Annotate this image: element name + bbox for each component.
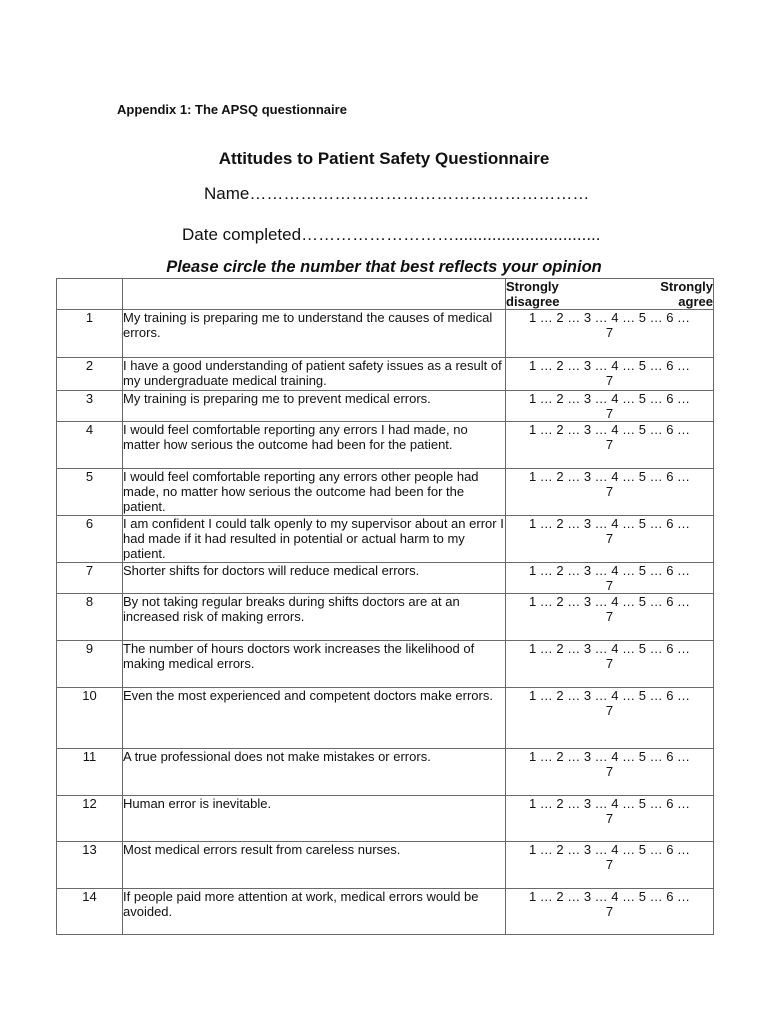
rating-scale-option-7[interactable]: 7	[605, 904, 614, 919]
question-statement: A true professional does not make mistakes or errors.	[123, 749, 506, 796]
rating-scale[interactable]	[506, 796, 714, 842]
rating-scale-option-7[interactable]: 7	[605, 484, 614, 499]
strongly-agree-label-1: Strongly	[660, 279, 713, 294]
rating-scale-option-7[interactable]: 7	[605, 437, 614, 452]
rating-scale-options[interactable]: 1 … 2 … 3 … 4 … 5 … 6 …	[528, 516, 691, 531]
question-statement: My training is preparing me to prevent medical errors.	[123, 391, 506, 422]
rating-scale-option-7[interactable]: 7	[605, 609, 614, 624]
header-number-cell	[57, 279, 123, 310]
question-number: 8	[57, 594, 123, 641]
question-number: 13	[57, 842, 123, 889]
rating-scale-option-7[interactable]: 7	[605, 764, 614, 779]
questions-body	[57, 310, 714, 935]
rating-scale-option-7[interactable]: 7	[605, 703, 614, 718]
rating-scale-options[interactable]: 1 … 2 … 3 … 4 … 5 … 6 …	[528, 889, 691, 904]
question-row	[57, 563, 714, 594]
question-statement: Shorter shifts for doctors will reduce medical errors.	[123, 563, 506, 594]
question-number: 3	[57, 391, 123, 422]
rating-scale[interactable]	[506, 516, 714, 563]
rating-scale-options[interactable]: 1 … 2 … 3 … 4 … 5 … 6 …	[528, 391, 691, 406]
question-row	[57, 796, 714, 842]
question-number: 4	[57, 422, 123, 469]
question-statement: I would feel comfortable reporting any errors other people had made, no matter how serious the outcome had been for the patient.	[123, 469, 506, 516]
rating-scale-options[interactable]: 1 … 2 … 3 … 4 … 5 … 6 …	[528, 842, 691, 857]
question-row	[57, 469, 714, 516]
strongly-disagree-label-2: disagree	[506, 294, 560, 309]
rating-scale-options[interactable]: 1 … 2 … 3 … 4 … 5 … 6 …	[528, 796, 691, 811]
question-row	[57, 688, 714, 749]
rating-scale[interactable]	[506, 563, 714, 594]
strongly-agree-label-2: agree	[678, 294, 713, 309]
rating-scale-options[interactable]: 1 … 2 … 3 … 4 … 5 … 6 …	[528, 594, 691, 609]
rating-scale-options[interactable]: 1 … 2 … 3 … 4 … 5 … 6 …	[528, 310, 691, 325]
question-row	[57, 516, 714, 563]
strongly-disagree-label-1: Strongly	[506, 279, 559, 294]
rating-scale-option-7[interactable]: 7	[605, 406, 614, 421]
question-number: 12	[57, 796, 123, 842]
question-number: 11	[57, 749, 123, 796]
instruction-text: Please circle the number that best reflects your opinion	[166, 258, 602, 276]
question-number: 9	[57, 641, 123, 688]
question-row	[57, 310, 714, 358]
rating-scale-options[interactable]: 1 … 2 … 3 … 4 … 5 … 6 …	[528, 422, 691, 437]
question-number: 14	[57, 889, 123, 935]
rating-scale-options[interactable]: 1 … 2 … 3 … 4 … 5 … 6 …	[528, 688, 691, 703]
rating-scale[interactable]	[506, 358, 714, 391]
rating-scale-options[interactable]: 1 … 2 … 3 … 4 … 5 … 6 …	[528, 641, 691, 656]
question-number: 2	[57, 358, 123, 391]
rating-scale-option-7[interactable]: 7	[605, 531, 614, 546]
rating-scale-option-7[interactable]: 7	[605, 578, 614, 593]
question-statement: If people paid more attention at work, medical errors would be avoided.	[123, 889, 506, 935]
question-number: 10	[57, 688, 123, 749]
rating-scale[interactable]	[506, 842, 714, 889]
rating-scale[interactable]	[506, 749, 714, 796]
question-row	[57, 749, 714, 796]
question-number: 5	[57, 469, 123, 516]
rating-scale[interactable]	[506, 641, 714, 688]
rating-scale[interactable]	[506, 469, 714, 516]
name-field: Name……………………………………………………	[204, 184, 590, 203]
header-scale-cell	[506, 279, 714, 310]
question-row	[57, 889, 714, 935]
rating-scale-option-7[interactable]: 7	[605, 325, 614, 340]
rating-scale-option-7[interactable]: 7	[605, 373, 614, 388]
question-number: 7	[57, 563, 123, 594]
page-title: Attitudes to Patient Safety Questionnaire	[218, 149, 550, 168]
questionnaire-table	[56, 278, 714, 935]
rating-scale-option-7[interactable]: 7	[605, 811, 614, 826]
question-statement: Even the most experienced and competent doctors make errors.	[123, 688, 506, 749]
question-statement: By not taking regular breaks during shifts doctors are at an increased risk of making errors.	[123, 594, 506, 641]
question-row	[57, 391, 714, 422]
rating-scale-options[interactable]: 1 … 2 … 3 … 4 … 5 … 6 …	[528, 358, 691, 373]
question-statement: I would feel comfortable reporting any errors I had made, no matter how serious the outcome had been for the patient.	[123, 422, 506, 469]
header-row	[57, 279, 714, 310]
question-row	[57, 594, 714, 641]
question-statement: I have a good understanding of patient safety issues as a result of my undergraduate medical training.	[123, 358, 506, 391]
rating-scale-option-7[interactable]: 7	[605, 857, 614, 872]
question-row	[57, 422, 714, 469]
rating-scale-option-7[interactable]: 7	[605, 656, 614, 671]
rating-scale[interactable]	[506, 594, 714, 641]
rating-scale-options[interactable]: 1 … 2 … 3 … 4 … 5 … 6 …	[528, 749, 691, 764]
question-row	[57, 358, 714, 391]
question-statement: Human error is inevitable.	[123, 796, 506, 842]
rating-scale-options[interactable]: 1 … 2 … 3 … 4 … 5 … 6 …	[528, 563, 691, 578]
question-row	[57, 842, 714, 889]
question-statement: My training is preparing me to understand the causes of medical errors.	[123, 310, 506, 358]
question-number: 6	[57, 516, 123, 563]
question-row	[57, 641, 714, 688]
question-number: 1	[57, 310, 123, 358]
question-statement: I am confident I could talk openly to my supervisor about an error I had made if it had resulted in potential or actual harm to my patient.	[123, 516, 504, 561]
question-statement: Most medical errors result from careless nurses.	[123, 842, 506, 889]
question-statement: The number of hours doctors work increases the likelihood of making medical errors.	[123, 641, 506, 688]
header-statement-cell	[123, 279, 506, 310]
rating-scale[interactable]	[506, 889, 714, 935]
rating-scale[interactable]	[506, 391, 714, 422]
rating-scale-options[interactable]: 1 … 2 … 3 … 4 … 5 … 6 …	[528, 469, 691, 484]
appendix-label: Appendix 1: The APSQ questionnaire	[117, 102, 347, 117]
rating-scale[interactable]	[506, 310, 714, 358]
rating-scale[interactable]	[506, 688, 714, 749]
rating-scale[interactable]	[506, 422, 714, 469]
date-completed-field: Date completed………………………...............................	[182, 225, 601, 244]
